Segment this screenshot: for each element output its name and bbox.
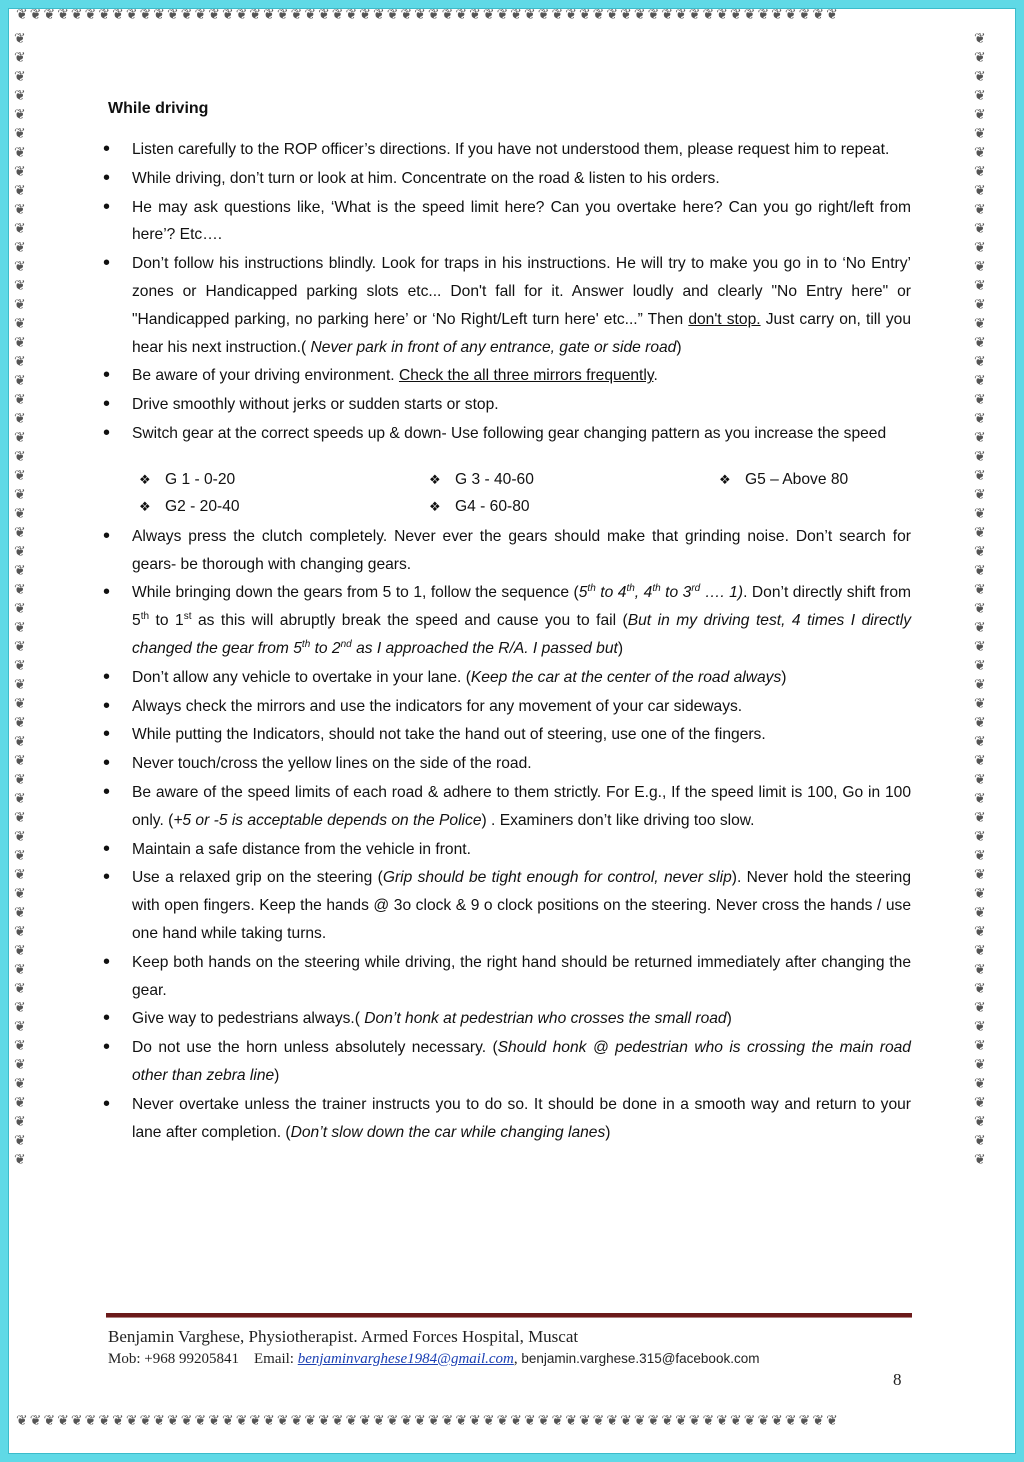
page-number: 8 [893,1370,902,1389]
list-item: • Be aware of the speed limits of each road & adhere to them strictly. For E.g., If the speed limit is 100, Go in 100 only. (+5 or -5 is acceptable depends on the Police) . Examiners don’t like driving too slow. [99,779,911,835]
phone-number: +968 99205841 [144,1351,239,1367]
list-item: • Switch gear at the correct speeds up & down- Use following gear changing pattern as you increase the speed [99,420,911,448]
decorative-border-right: ❦❦❦❦❦❦❦❦❦❦❦❦❦❦❦❦❦❦❦❦❦❦❦❦❦❦❦❦❦❦❦❦❦❦❦❦❦❦❦❦❦❦❦❦❦❦❦❦❦❦❦❦❦❦❦❦❦❦❦❦ [974,31,988,1168]
bullet-list [99,523,911,1147]
list-item: • Never touch/cross the yellow lines on the side of the road. [99,750,911,778]
footer-divider [106,1313,912,1318]
decorative-border-left: ❦❦❦❦❦❦❦❦❦❦❦❦❦❦❦❦❦❦❦❦❦❦❦❦❦❦❦❦❦❦❦❦❦❦❦❦❦❦❦❦❦❦❦❦❦❦❦❦❦❦❦❦❦❦❦❦❦❦❦❦ [14,31,28,1168]
diamond-bullet-icon: ❖ [139,499,151,515]
gear-item: ❖ G5 – Above 80 [719,466,939,494]
list-item: • Use a relaxed grip on the steering (Grip should be tight enough for control, never slip). Never hold the steering with open fingers. Keep the hands @ 3o clock & 9 o clock positions on the steering. Never cross the hands / use one hand while taking turns. [99,864,911,947]
gear-speed-table [139,466,911,521]
contact-line: Mob: +968 99205841 Email: benjaminvarghese1984@gmail.com, benjamin.varghese.315@facebook.com [108,1351,760,1367]
list-item: • He may ask questions like, ‘What is the speed limit here? Can you overtake here? Can you go right/left from here’? Etc…. [99,194,911,250]
list-item: • Give way to pedestrians always.( Don’t honk at pedestrian who crosses the small road) [99,1005,911,1033]
decorative-border-bottom: ❦❦❦❦❦❦❦❦❦❦❦❦❦❦❦❦❦❦❦❦❦❦❦❦❦❦❦❦❦❦❦❦❦❦❦❦❦❦❦❦❦❦❦❦❦❦❦❦❦❦❦❦❦❦❦❦❦❦❦❦ [16,1414,840,1429]
gear-item: ❖ G 1 - 0-20 [139,466,429,494]
list-item: • Always press the clutch completely. Never ever the gears should make that grinding noise. Don’t search for gears- be thorough with changing gears. [99,523,911,579]
underlined-text: Check the all three mirrors frequently [398,367,654,385]
author-line: Benjamin Varghese, Physiotherapist. Armed Forces Hospital, Muscat [108,1327,579,1346]
gear-item: ❖ G4 - 60-80 [429,493,719,521]
footer [108,1326,914,1370]
list-item: • Don’t follow his instructions blindly. Look for traps in his instructions. He will try to make you go in to ‘No Entry’ zones or Handicapped parking slots etc... Don't fall for it. Answer loudly and clearly "No Entry here" or "Handicapped parking, no parking here’ or ‘No Right/Left turn here' etc...” Then don't stop. Just carry on, till you hear his next instruction.( Never park in front of any entrance, gate or side road) [99,250,911,361]
decorative-border-top: ❦❦❦❦❦❦❦❦❦❦❦❦❦❦❦❦❦❦❦❦❦❦❦❦❦❦❦❦❦❦❦❦❦❦❦❦❦❦❦❦❦❦❦❦❦❦❦❦❦❦❦❦❦❦❦❦❦❦❦❦ [16,8,840,23]
list-item: • While driving, don’t turn or look at him. Concentrate on the road & listen to his orders. [99,165,911,193]
gear-item: ❖ G2 - 20-40 [139,493,429,521]
list-item: • Drive smoothly without jerks or sudden starts or stop. [99,391,911,419]
email-link[interactable]: benjaminvarghese1984@gmail.com [297,1351,514,1367]
list-item: • Always check the mirrors and use the indicators for any movement of your car sideways. [99,693,911,721]
diamond-bullet-icon: ❖ [139,471,151,487]
section-heading: While driving [108,100,209,117]
diamond-bullet-icon: ❖ [719,471,731,487]
underlined-text: don't stop. [688,310,761,328]
gear-item: ❖ G 3 - 40-60 [429,466,719,494]
list-item: • Be aware of your driving environment. Check the all three mirrors frequently. [99,362,911,390]
list-item: • While bringing down the gears from 5 to 1, follow the sequence (5th to 4th, 4th to 3rd …. 1). Don’t directly shift from 5th to 1st as this will abruptly break the speed and cause you to fail (But in my driving test, 4 times I directly changed the gear from 5th to 2nd as I approached the R/A. I passed but) [99,579,911,662]
list-item: • Listen carefully to the ROP officer’s directions. If you have not understood them, please request him to repeat. [99,136,911,164]
list-item: • Do not use the horn unless absolutely necessary. (Should honk @ pedestrian who is crossing the main road other than zebra line) [99,1034,911,1090]
list-item: • Never overtake unless the trainer instructs you to do so. It should be done in a smooth way and return to your lane after completion. (Don’t slow down the car while changing lanes) [99,1091,911,1147]
list-item: • While putting the Indicators, should not take the hand out of steering, use one of the fingers. [99,721,911,749]
list-item: • Maintain a safe distance from the vehicle in front. [99,836,911,864]
facebook-address: benjamin.varghese.315@facebook.com [521,1351,760,1366]
bullet-list [99,136,911,448]
list-item: • Don’t allow any vehicle to overtake in your lane. (Keep the car at the center of the road always) [99,664,911,692]
diamond-bullet-icon: ❖ [429,471,441,487]
list-item: • Keep both hands on the steering while driving, the right hand should be returned immediately after changing the gear. [99,949,911,1005]
diamond-bullet-icon: ❖ [429,499,441,515]
document-body [99,100,911,1147]
